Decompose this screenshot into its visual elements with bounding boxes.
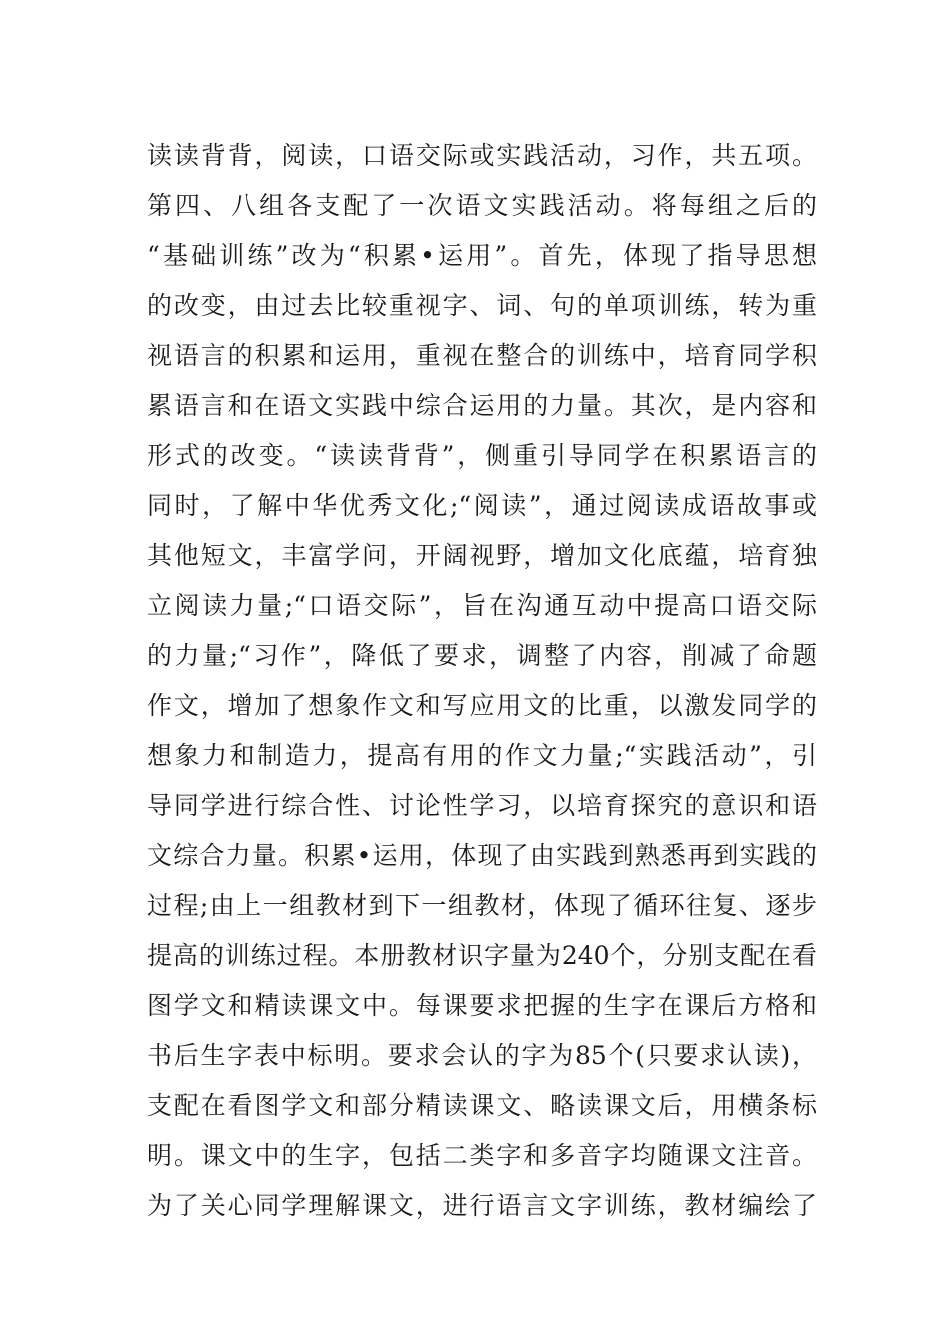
- text-line: 同时，了解中华优秀文化;“阅读”，通过阅读成语故事或: [147, 491, 817, 520]
- text-line: 文综合力量。积累•运用，体现了由实践到熟悉再到实践的: [147, 841, 817, 870]
- body-text: [147, 131, 817, 1231]
- text-line: 书后生字表中标明。要求会认的字为85个(只要求认读)，: [147, 1041, 817, 1070]
- text-line: 支配在看图学文和部分精读课文、略读课文后，用横条标: [147, 1091, 817, 1120]
- text-line: 过程;由上一组教材到下一组教材，体现了循环往复、逐步: [147, 891, 817, 920]
- text-line: “基础训练”改为“积累•运用”。首先，体现了指导思想: [147, 241, 817, 270]
- text-line: 形式的改变。“读读背背”，侧重引导同学在积累语言的: [147, 441, 817, 470]
- text-line: 立阅读力量;“口语交际”，旨在沟通互动中提高口语交际: [147, 591, 817, 620]
- text-line: 图学文和精读课文中。每课要求把握的生字在课后方格和: [147, 991, 817, 1020]
- text-line: 第四、八组各支配了一次语文实践活动。将每组之后的: [147, 191, 817, 220]
- text-line: 为了关心同学理解课文，进行语言文字训练，教材编绘了: [147, 1191, 817, 1220]
- text-line: 作文，增加了想象作文和写应用文的比重，以激发同学的: [147, 691, 817, 720]
- text-line: 明。课文中的生字，包括二类字和多音字均随课文注音。: [147, 1141, 817, 1170]
- text-line: 的力量;“习作”，降低了要求，调整了内容，削减了命题: [147, 641, 817, 670]
- text-line: 的改变，由过去比较重视字、词、句的单项训练，转为重: [147, 291, 817, 320]
- text-line: 读读背背，阅读，口语交际或实践活动，习作，共五项。: [147, 141, 817, 170]
- text-line: 累语言和在语文实践中综合运用的力量。其次，是内容和: [147, 391, 817, 420]
- text-line: 想象力和制造力，提高有用的作文力量;“实践活动”，引: [147, 741, 817, 770]
- text-line: 提高的训练过程。本册教材识字量为240个，分别支配在看: [147, 941, 817, 970]
- text-line: 其他短文，丰富学问，开阔视野，增加文化底蕴，培育独: [147, 541, 817, 570]
- text-line: 视语言的积累和运用，重视在整合的训练中，培育同学积: [147, 341, 817, 370]
- text-line: 导同学进行综合性、讨论性学习，以培育探究的意识和语: [147, 791, 817, 820]
